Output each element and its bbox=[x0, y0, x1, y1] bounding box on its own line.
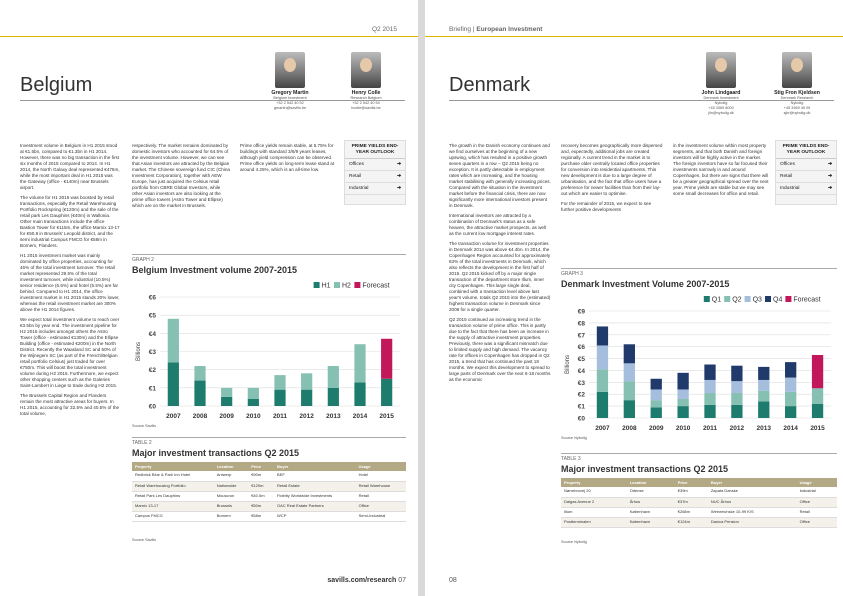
x-tick-label: 2008 bbox=[192, 413, 208, 420]
bar-segment bbox=[785, 362, 796, 377]
contact-email[interactable]: hcolle@savills.be bbox=[351, 106, 381, 110]
table-row bbox=[561, 507, 837, 517]
outlook-row-offices: Offices ➔ bbox=[345, 159, 405, 171]
bar-segment bbox=[194, 381, 205, 406]
paragraph: Investment volume in Belgium in H1 2015 stood at €1.5bn, compared to €1.3bn in H1 2014. However, there was no big transaction in the first six months of 2015 compared to 2014. In H1 2014, the North Galaxy deal represented €475m, while the most important deal in H1 2015 was the Gateway (office - €140m) near Brussels airport. bbox=[20, 143, 120, 190]
table-cell: €58m bbox=[248, 511, 274, 521]
paragraph: H1 2015 investment market was mainly dominated by office properties, accounting for 45% of the total investment turnover. The retail market represented 29.5% of the total investment turnover, while industrial (10.5%) senior residence (6.5%) and hotel (5.5%) are far behind. Compared to H1 2014, the office investment market in H1 2015 stands 20% lower, whereas the retail investment market are 300% above the H1 2014 figures. bbox=[20, 253, 120, 312]
bar-segment bbox=[758, 367, 769, 380]
table-row bbox=[561, 497, 837, 507]
table-cell: Retail Warehousing Portfolio bbox=[132, 481, 214, 491]
page-footer bbox=[327, 577, 406, 584]
bar-segment bbox=[597, 345, 608, 369]
graph-label: GRAPH 3 bbox=[561, 271, 583, 277]
bar-segment bbox=[597, 326, 608, 345]
table-cell: Retail bbox=[797, 507, 837, 517]
bar-segment bbox=[597, 369, 608, 392]
bar-segment bbox=[624, 400, 635, 418]
bar-segment bbox=[221, 397, 232, 406]
table-row bbox=[561, 517, 837, 527]
bar-segment bbox=[597, 392, 608, 418]
table-cell: Weinreichske 10-99 K/S bbox=[708, 507, 797, 517]
table-cell: NUC Århus bbox=[708, 497, 797, 507]
y-tick-label: €2 bbox=[577, 391, 585, 399]
column-header: Property bbox=[132, 462, 214, 471]
bar-segment bbox=[704, 405, 715, 418]
y-axis-label: Billions bbox=[136, 341, 142, 362]
outlook-row-retail: Retail ➔ bbox=[776, 171, 836, 183]
bar-segment bbox=[354, 382, 365, 406]
bar-segment bbox=[194, 366, 205, 381]
y-tick-label: €2 bbox=[148, 367, 156, 375]
prime-yields-outlook bbox=[344, 140, 406, 205]
bar-segment bbox=[301, 373, 312, 389]
table-cell: Redbrick Blue & Park Inn Hotel bbox=[132, 471, 214, 481]
bar-segment bbox=[624, 344, 635, 363]
bar-segment bbox=[248, 388, 259, 399]
x-tick-label: 2010 bbox=[675, 425, 691, 432]
column-header: Buyer bbox=[708, 478, 797, 487]
bar-segment bbox=[731, 366, 742, 381]
y-tick-label: €3 bbox=[577, 379, 585, 387]
table-cell: Marnix 13-17 bbox=[132, 501, 214, 511]
table-row bbox=[561, 487, 837, 497]
brand-label: Briefing bbox=[449, 26, 472, 33]
table-cell: €39m bbox=[675, 487, 708, 497]
bar-segment bbox=[758, 401, 769, 418]
bar-segment bbox=[651, 400, 662, 407]
contact-name: John Lindgaard bbox=[701, 90, 741, 96]
bar-segment bbox=[785, 378, 796, 392]
table-label: TABLE 2 bbox=[132, 440, 152, 446]
contact-email[interactable]: gmartin@savills.be bbox=[273, 106, 307, 110]
bar-segment bbox=[677, 389, 688, 399]
paragraph: The transaction volume for investment properties in Denmark 2014 was above €4.4bn. In 2014, the Copenhagen Region accounted for approximately 63% of the total investments in Denmark, which also reflects the development in the first half of 2015. Q2 2015 kicked off by a major single transaction of the department store Illum, inner city Copenhagen. This large single deal, combined with a transaction level above last year's volume, totals Q2 2015 into the (estimated) highest transaction volume in Denmark since 2008 for a single quarter. bbox=[449, 241, 551, 312]
graph-title: Belgium Investment volume 2007-2015 bbox=[132, 265, 298, 275]
table-cell: Office bbox=[797, 497, 837, 507]
y-tick-label: €3 bbox=[148, 349, 156, 356]
table-cell: Brussels bbox=[214, 501, 248, 511]
page-title: Belgium bbox=[20, 74, 93, 96]
transactions-table-belgium bbox=[132, 462, 406, 522]
bar-segment bbox=[381, 339, 392, 379]
belgium-chart bbox=[132, 277, 406, 422]
contact-henry-colle bbox=[336, 52, 396, 111]
bar-segment bbox=[168, 319, 179, 363]
paragraph: Prime office yields remain stable, at 5.75% for buildings with standard 3/6/9 years leases, although yield compression can be observed. Prime office yields on long-term lease stand at around 4.25%, which is an all-time low. bbox=[240, 143, 335, 172]
contact-email[interactable]: sjkr@nybolig.dk bbox=[783, 111, 811, 115]
bar-segment bbox=[328, 366, 339, 388]
contact-phone: +32 2 542 40 52 bbox=[276, 101, 304, 105]
contact-phone: +32 2 542 40 54 bbox=[352, 101, 380, 105]
y-tick-label: €6 bbox=[148, 294, 156, 302]
table-cell: Industrial bbox=[797, 487, 837, 497]
x-tick-label: 2012 bbox=[729, 425, 745, 432]
contact-name: Henry Colle bbox=[351, 90, 381, 96]
arrow-right-icon: ➔ bbox=[827, 186, 832, 192]
arrow-right-icon: ➔ bbox=[396, 162, 401, 168]
graph-source: Source Savills bbox=[132, 424, 157, 428]
y-tick-label: €5 bbox=[148, 312, 156, 320]
table-cell: €124m bbox=[675, 517, 708, 527]
paragraph: For the remainder of 2015, we expect to see further positive developments bbox=[561, 201, 652, 212]
page-number: 08 bbox=[449, 577, 457, 584]
outlook-row-industrial: Industrial ➔ bbox=[776, 183, 836, 195]
bar-segment bbox=[731, 381, 742, 393]
y-axis-label: Billions bbox=[565, 354, 571, 375]
paragraph: in the investment volume within most property segments, and that both Danish and foreign investors will be highly active in the market. The foreign investors have so far focused their investments narrowly in and around Copenhagen, but there are signs that there will be a greater geographical spread over the next year. Prime yields are stable but we may see some small decreases for office and retail. bbox=[673, 143, 769, 196]
table-row bbox=[132, 491, 406, 501]
paragraph: The volume for H1 2015 was boosted by retail transactions, especially the Retail Warehousing Portfolio Rockspring (€120m) and the sale of the retail park Les Dauphins (€40m) in Wallonia. Other main transactions include the office Bastion Tower for €115m, the office Marnix 13-17 for €50.8 in Brussels' Leopold district, and the semi industrial Campus FMCG for €58m in Bornem, Flanders. bbox=[20, 195, 120, 248]
x-tick-label: 2008 bbox=[622, 425, 637, 432]
body-column-1 bbox=[20, 143, 120, 543]
contact-role: Denmark Research bbox=[780, 96, 814, 100]
y-tick-label: €6 bbox=[577, 344, 585, 352]
contact-company: Nybolig bbox=[714, 101, 728, 105]
arrow-right-icon: ➔ bbox=[827, 174, 832, 180]
table-title: Major investment transactions Q2 2015 bbox=[561, 464, 729, 474]
right-page bbox=[425, 0, 843, 596]
table-source: Source Nybolig bbox=[561, 540, 587, 544]
table-row bbox=[132, 471, 406, 481]
table-cell: Nationwide bbox=[214, 481, 248, 491]
bar-segment bbox=[221, 388, 232, 397]
x-tick-label: 2010 bbox=[246, 413, 261, 420]
bar-segment bbox=[624, 381, 635, 400]
table-row bbox=[132, 501, 406, 511]
bar-segment bbox=[651, 407, 662, 418]
table-cell: Århus bbox=[627, 497, 675, 507]
legend-label: Forecast bbox=[793, 296, 821, 304]
y-tick-label: €7 bbox=[577, 332, 585, 340]
table-cell: Danica Pension bbox=[708, 517, 797, 527]
page-footer bbox=[449, 577, 457, 584]
table-cell: Campus FMCG bbox=[132, 511, 214, 521]
bar-segment bbox=[248, 399, 259, 406]
contact-role: Belgium Investment bbox=[273, 96, 307, 100]
bar-segment bbox=[354, 344, 365, 382]
legend-label: H2 bbox=[342, 282, 351, 290]
y-tick-label: €4 bbox=[148, 330, 156, 338]
table-cell: København bbox=[627, 517, 675, 527]
legend-label: Q1 bbox=[711, 296, 722, 304]
table-cell: €37m bbox=[675, 497, 708, 507]
x-tick-label: 2007 bbox=[166, 413, 181, 420]
table-cell: Hotel bbox=[356, 471, 406, 481]
page-title: Denmark bbox=[449, 74, 531, 96]
bar-segment bbox=[704, 393, 715, 405]
table-title: Major investment transactions Q2 2015 bbox=[132, 448, 300, 458]
body-column-3 bbox=[240, 143, 336, 203]
table-rule bbox=[132, 437, 406, 438]
header-rule bbox=[0, 36, 418, 37]
bar-segment bbox=[651, 389, 662, 400]
bar-segment bbox=[677, 406, 688, 418]
bar-segment bbox=[731, 405, 742, 418]
x-tick-label: 2015 bbox=[379, 413, 394, 420]
table-cell: Mouscron bbox=[214, 491, 248, 501]
table-cell: €268m bbox=[675, 507, 708, 517]
table-cell: Office bbox=[797, 517, 837, 527]
y-tick-label: €8 bbox=[577, 320, 585, 328]
contact-name: Stig Fron Kjeldsen bbox=[774, 90, 820, 96]
denmark-chart bbox=[561, 291, 837, 434]
table-source: Source Savills bbox=[132, 538, 157, 542]
x-tick-label: 2015 bbox=[810, 425, 825, 432]
bar-segment bbox=[731, 393, 742, 405]
table-cell: €90m bbox=[248, 471, 274, 481]
table-cell: Semi-Industrial bbox=[356, 511, 406, 521]
bar-segment bbox=[812, 355, 823, 388]
issue-label: Briefing | European Investment bbox=[449, 26, 543, 33]
x-tick-label: 2009 bbox=[648, 425, 664, 432]
table-cell: Zapata Danske bbox=[708, 487, 797, 497]
x-tick-label: 2009 bbox=[219, 413, 234, 420]
table-cell: €50m bbox=[248, 501, 274, 511]
left-page bbox=[0, 0, 418, 596]
arrow-right-icon: ➔ bbox=[827, 162, 832, 168]
x-tick-label: 2012 bbox=[299, 413, 314, 420]
y-tick-label: €5 bbox=[577, 356, 585, 364]
arrow-right-icon: ➔ bbox=[396, 186, 401, 192]
transactions-table-denmark bbox=[561, 478, 837, 528]
legend-swatch bbox=[334, 282, 340, 288]
footer-site[interactable]: savills.com/research bbox=[327, 577, 397, 584]
issue-label: Q2 2015 bbox=[372, 26, 397, 33]
table-cell: Antwerp bbox=[214, 471, 248, 481]
table-cell: Retail Park Les Dauphins bbox=[132, 491, 214, 501]
table-cell: København bbox=[627, 507, 675, 517]
prime-yields-outlook bbox=[775, 140, 837, 205]
contact-stig-fron-kjeldsen bbox=[767, 52, 827, 116]
bar-segment bbox=[651, 379, 662, 390]
legend-swatch bbox=[785, 296, 791, 302]
bar-segment bbox=[758, 391, 769, 402]
paragraph: respectively. The market remains dominated by domestic investors who accounted for 64.5% of the investment volume. However, we can see that Asian investors are attracted by the Belgian market. The Chinese sovereign fund CIC (China Investment Corporation), together with AEW Europe, has just acquired the Celsius retail portfolio from CBRE Global Investors, while other Asian investors are also looking at the prime office towers (Astro Tower and Ellipse) which are on the market in Brussels. bbox=[132, 143, 230, 208]
avatar bbox=[351, 52, 381, 88]
outlook-row-offices: Offices ➔ bbox=[776, 159, 836, 171]
table-cell: Bornem bbox=[214, 511, 248, 521]
table-rule bbox=[561, 453, 837, 454]
bar-segment bbox=[274, 390, 285, 406]
bar-segment bbox=[168, 362, 179, 406]
bar-segment bbox=[758, 380, 769, 391]
avatar bbox=[275, 52, 305, 88]
legend-label: Q4 bbox=[773, 296, 783, 304]
outlook-row-retail: Retail ➔ bbox=[345, 171, 405, 183]
outlook-row-industrial: Industrial ➔ bbox=[345, 183, 405, 195]
page-number: 07 bbox=[398, 577, 406, 584]
table-cell: WCP bbox=[274, 511, 356, 521]
column-header: Location bbox=[627, 478, 675, 487]
table-cell: Odense bbox=[627, 487, 675, 497]
legend-swatch bbox=[704, 296, 710, 302]
x-tick-label: 2014 bbox=[352, 413, 368, 420]
graph-rule bbox=[132, 254, 406, 255]
y-tick-label: €1 bbox=[577, 403, 585, 411]
table-cell: Fidelity Worldwide Investments bbox=[274, 491, 356, 501]
x-tick-label: 2014 bbox=[783, 425, 798, 432]
x-tick-label: 2013 bbox=[326, 413, 341, 420]
avatar bbox=[782, 52, 812, 88]
bar-segment bbox=[677, 373, 688, 390]
y-tick-label: €1 bbox=[148, 385, 156, 393]
y-tick-label: €0 bbox=[577, 415, 585, 423]
column-header: Price bbox=[248, 462, 274, 471]
paragraph: The growth in the Danish economy continues and we find ourselves at the beginning of a new upswing, which has resulted in a positive growth seven quarters in a row – Q2 2015 being no exception. It is partly detectable in employment rates which are increasing, and the housing market stabilising with generally increasing prices. Compared with the situation in the investment market before the financial crisis, there are now significantly more international investors present in Denmark. bbox=[449, 143, 551, 208]
contact-email[interactable]: jlin@nybolig.dk bbox=[708, 111, 734, 115]
body-column-1 bbox=[449, 143, 551, 543]
bar-segment bbox=[704, 380, 715, 393]
legend-swatch bbox=[314, 282, 320, 288]
legend-label: Forecast bbox=[362, 282, 390, 290]
y-tick-label: €9 bbox=[577, 308, 585, 316]
bar-segment bbox=[328, 388, 339, 406]
legend-swatch bbox=[724, 296, 730, 302]
table-cell: Office bbox=[356, 501, 406, 511]
contact-john-lindgaard bbox=[691, 52, 751, 116]
bar-segment bbox=[274, 375, 285, 390]
legend-label: H1 bbox=[321, 282, 331, 290]
body-column-2 bbox=[561, 143, 665, 263]
column-header: Property bbox=[561, 478, 627, 487]
table-cell: BEF bbox=[274, 471, 356, 481]
column-header: Price bbox=[675, 478, 708, 487]
table-cell: Postterminalen bbox=[561, 517, 627, 527]
header-rule bbox=[425, 36, 843, 37]
legend-swatch bbox=[765, 296, 771, 302]
graph-rule bbox=[561, 268, 837, 269]
bar-segment bbox=[624, 363, 635, 381]
table-cell: Nørrebrovej 20 bbox=[561, 487, 627, 497]
arrow-right-icon: ➔ bbox=[396, 174, 401, 180]
contact-company: Nybolig bbox=[790, 101, 804, 105]
table-cell: €40.5m bbox=[248, 491, 274, 501]
paragraph: We expect total investment volume to reach over €3.5bn by year end. The investment pipeline for H2 2015 includes amongst others the Astro Tower (office - estimated €130m) and the Ellipse Building (office - estimated €200m) in the North District. Recently the Waasland SC and 50% of the Wijnegem SC (as part of the French/Belgian retail portfolio Celsius) just traded for over €750m. This will boost the total investment volume during H2 2015. Furthermore, we expect other shopping centers such as the Galeries Saint-Lambert in Liege to trade during H2 2015. bbox=[20, 317, 120, 388]
graph-source: Source Nybolig bbox=[561, 436, 587, 440]
y-tick-label: €4 bbox=[577, 367, 585, 375]
bar-segment bbox=[785, 392, 796, 406]
x-tick-label: 2011 bbox=[272, 413, 288, 420]
body-column-2 bbox=[132, 143, 232, 253]
table-cell: Dalgas Avenue 2 bbox=[561, 497, 627, 507]
paragraph: The Brussels Capital Region and Flanders remain the most attractive areas for buyers. In H1 2015, accounting for 32.5% and 40.5% of the total volume, bbox=[20, 393, 120, 416]
graph-title: Denmark Investment Volume 2007-2015 bbox=[561, 279, 730, 289]
legend-swatch bbox=[354, 282, 360, 288]
table-row bbox=[132, 511, 406, 521]
bar-segment bbox=[704, 365, 715, 380]
bar-segment bbox=[812, 388, 823, 403]
table-row bbox=[132, 481, 406, 491]
bar-segment bbox=[381, 379, 392, 406]
body-column-3 bbox=[673, 143, 769, 223]
bar-segment bbox=[677, 399, 688, 406]
bar-segment bbox=[785, 406, 796, 418]
column-header: Buyer bbox=[274, 462, 356, 471]
bar-segment bbox=[812, 404, 823, 418]
graph-label: GRAPH 2 bbox=[132, 257, 154, 263]
section-label: European Investment bbox=[476, 26, 543, 33]
table-cell: GAC Real Estate Partners bbox=[274, 501, 356, 511]
table-cell: Retail Warehouse bbox=[356, 481, 406, 491]
legend-label: Q3 bbox=[752, 296, 762, 304]
legend-swatch bbox=[745, 296, 751, 302]
contact-role: Denmark Investment bbox=[703, 96, 739, 100]
table-cell: Retail Estate bbox=[274, 481, 356, 491]
table-cell: Illum bbox=[561, 507, 627, 517]
contact-gregory-martin bbox=[260, 52, 320, 111]
paragraph: Q2 2015 continued an increasing trend in the transaction volume of prime office. This is partly due to the fact that there has been an increase in the supply of attractive investment properties. Previously, there was a significant mismatch due to limited supply and high demand. The vacancy rate for offices in Copenhagen has dropped in Q2 2015, a trend that has continued the past 18 months. We expect this development to spread to large parts of Denmark over the next 6-18 months as the economic bbox=[449, 317, 551, 382]
contact-role: Research Belgium bbox=[350, 96, 382, 100]
outlook-title: PRIME YIELDS END-YEAR OUTLOOK bbox=[345, 141, 405, 159]
paragraph: International investors are attracted by a combination of Denmark's status as a safe heaven, the attractive market prospects, as well as the current low mortgage interest rates. bbox=[449, 213, 547, 236]
paragraph: recovery becomes geographically more dispersed and, expectedly, additional jobs are created regionally. A current trend in the market is to purchase older centrally located office properties for conversion into residential apartments. This new development is due to a large degree of urbanisation, and the fact that office users have a preference for newer facilities than from their lay-out which are easier to optimise. bbox=[561, 143, 663, 196]
x-tick-label: 2011 bbox=[702, 425, 718, 432]
y-tick-label: €0 bbox=[148, 403, 156, 411]
avatar bbox=[706, 52, 736, 88]
table-label: TABLE 3 bbox=[561, 456, 581, 462]
legend-label: Q2 bbox=[732, 296, 742, 304]
contact-phone: +45 3369 45 05 bbox=[783, 106, 811, 110]
contact-name: Gregory Martin bbox=[271, 90, 309, 96]
table-cell: Retail bbox=[356, 491, 406, 501]
column-header: Location bbox=[214, 462, 248, 471]
x-tick-label: 2007 bbox=[595, 425, 610, 432]
column-header: Usage bbox=[356, 462, 406, 471]
bar-segment bbox=[301, 390, 312, 406]
table-cell: €120m bbox=[248, 481, 274, 491]
contact-phone: +45 3369 8000 bbox=[708, 106, 734, 110]
outlook-title: PRIME YIELDS END-YEAR OUTLOOK bbox=[776, 141, 836, 159]
column-header: Usage bbox=[797, 478, 837, 487]
x-tick-label: 2013 bbox=[756, 425, 772, 432]
